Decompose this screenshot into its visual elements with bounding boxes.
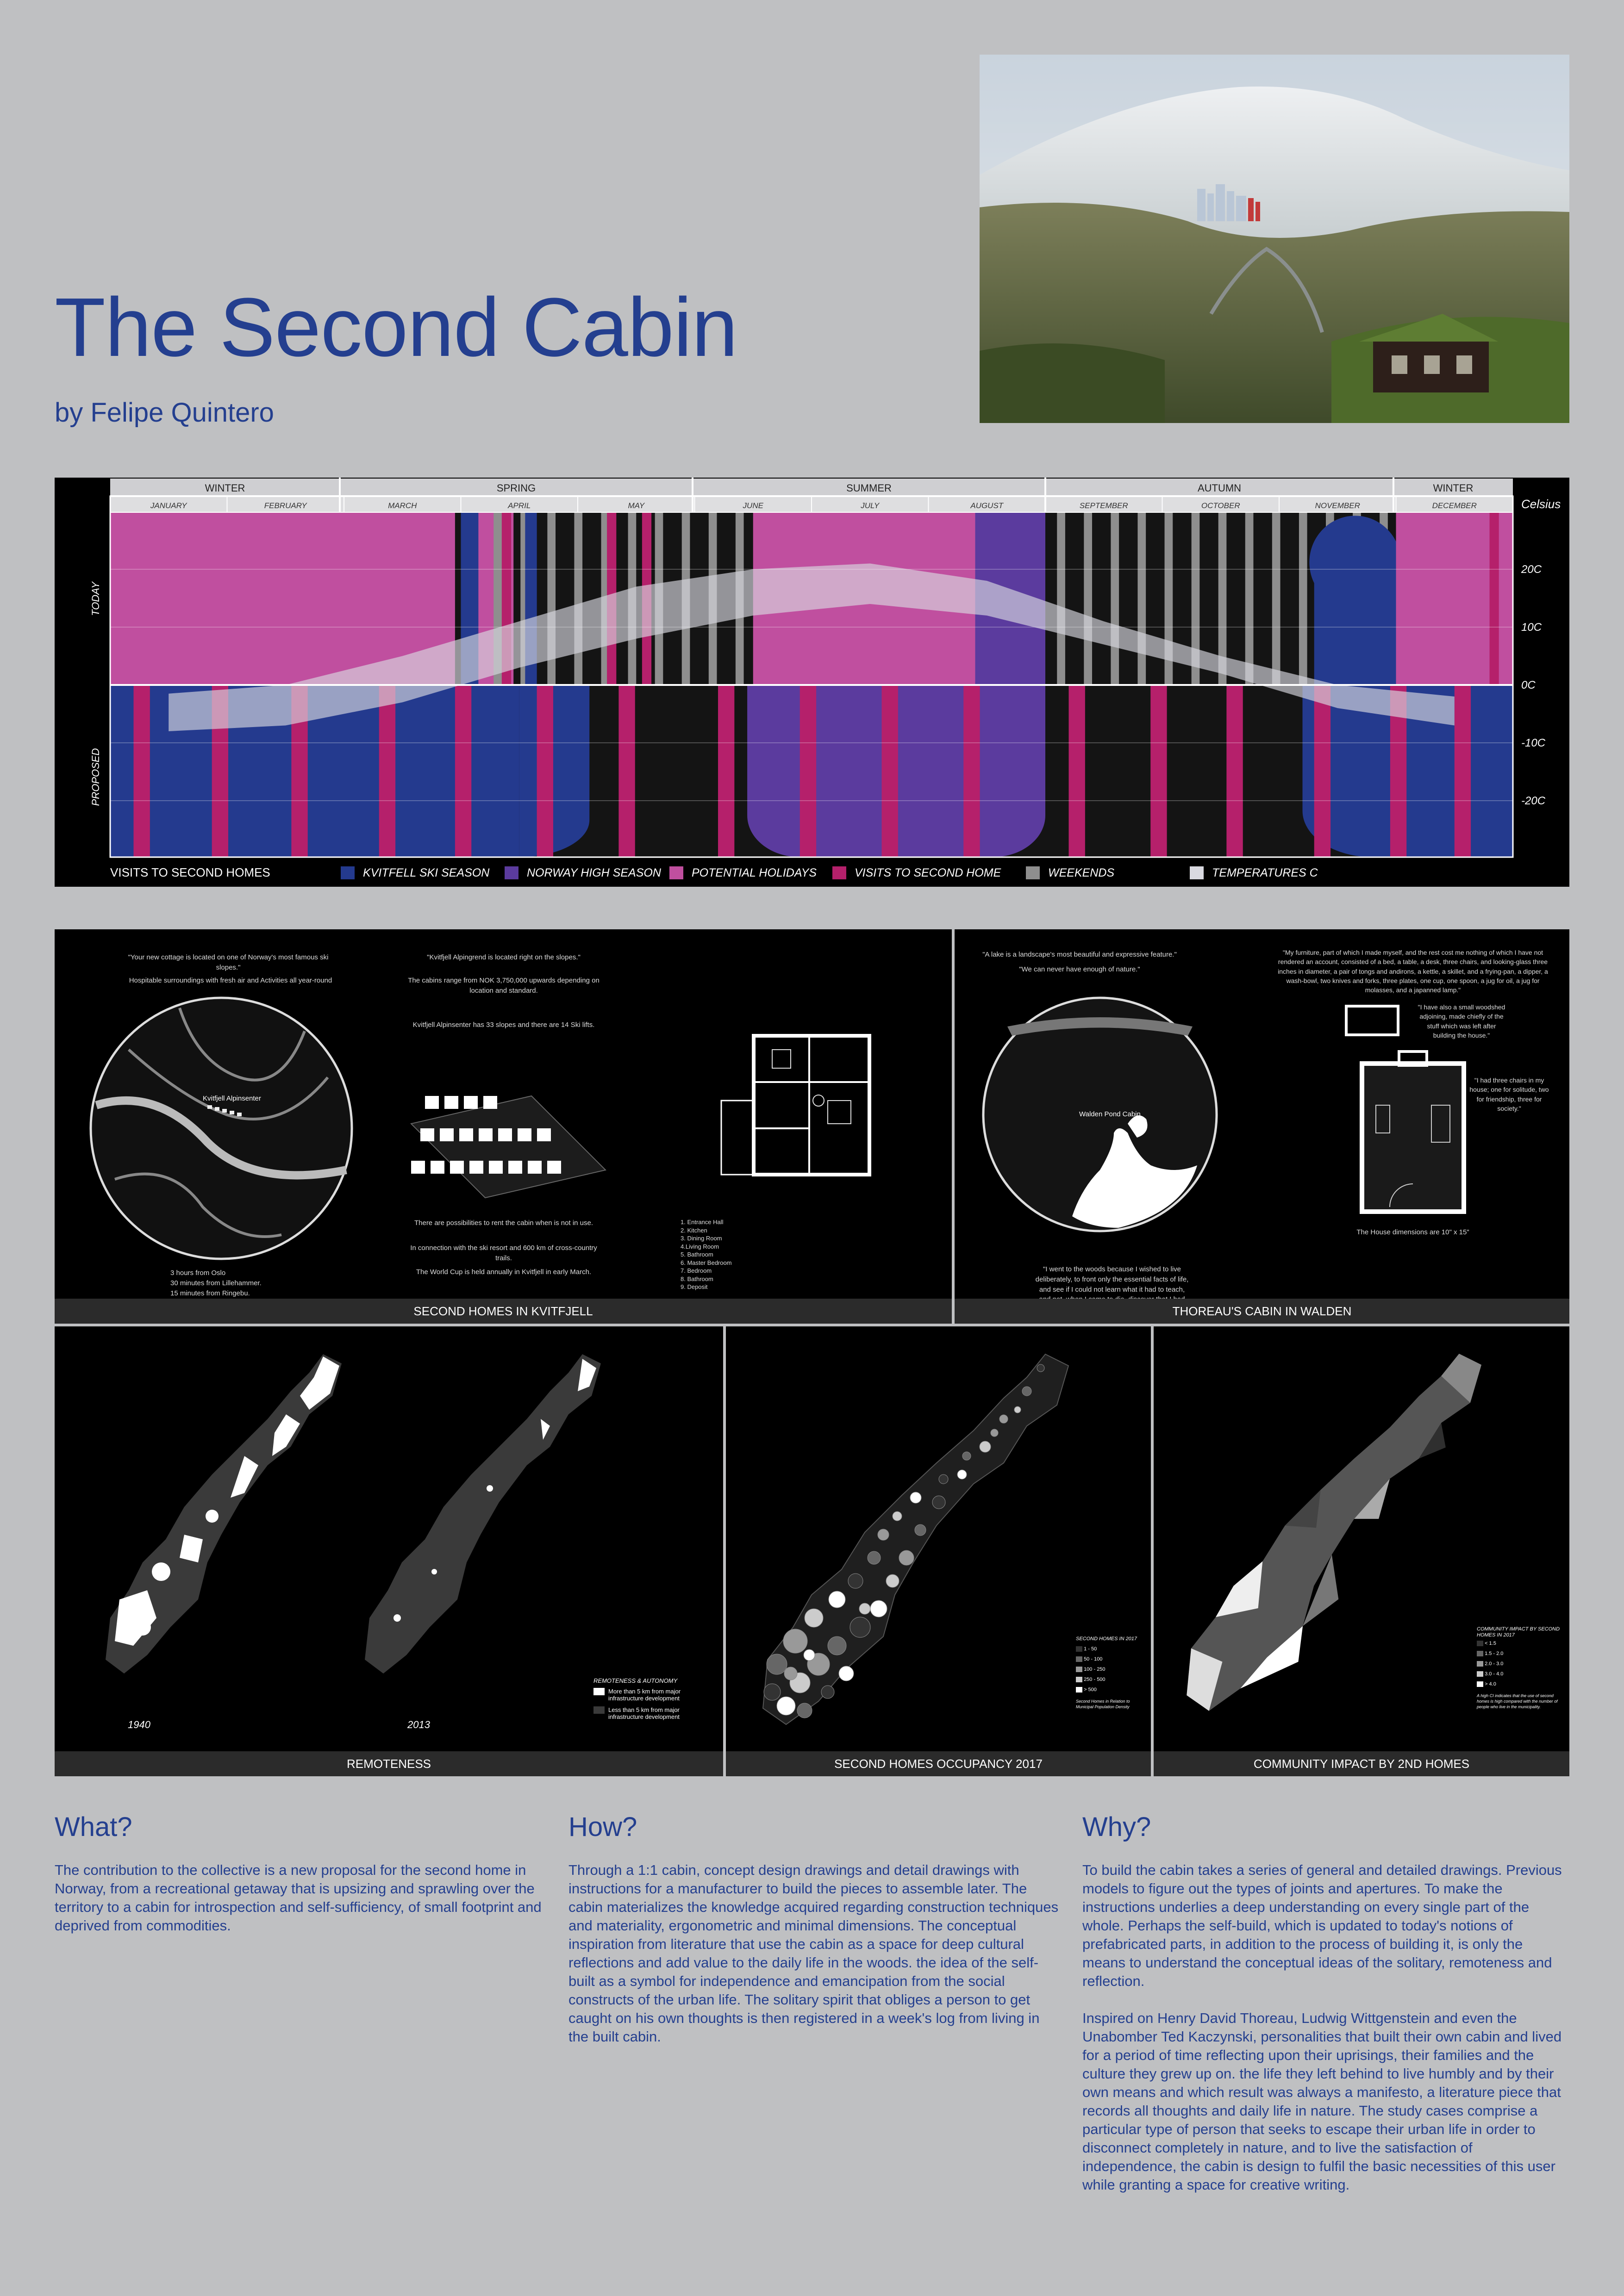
legend-item: < 1.5 — [1485, 1641, 1496, 1646]
legend-item: > 500 — [1084, 1687, 1097, 1692]
map-label: Kvitfjell Alpinsenter — [203, 1095, 261, 1102]
cabin-footprint — [547, 1161, 561, 1174]
month-label: DECEMBER — [1432, 501, 1477, 510]
visit-bar — [882, 685, 898, 857]
occupancy-dot — [962, 1452, 971, 1460]
visits-calendar-chart — [55, 478, 1569, 887]
cabin-footprint — [537, 1128, 551, 1141]
cabin-footprint — [431, 1161, 444, 1174]
furniture-quote: "My furniture, part of which I made myself, and the rest cost me nothing of which I have not rendered an account, consisted of a bed, a table, a desk, three chairs, and looking-glass three inches in diameter, a pair of tongs and andirons, a kettle, a skillet, and a frying-pan, a dipper, a wash-bowl, two knives and forks, three plates, one cup, one spoon, a jug for oil, a jug for molasses, and a japanned lamp." — [1278, 949, 1548, 994]
temperature-tick-label: 0C — [1521, 679, 1536, 691]
panel-footer: SECOND HOMES IN KVITFJELL — [55, 1299, 952, 1324]
occupancy-dot — [886, 1574, 899, 1587]
occupancy-dot — [804, 1649, 815, 1661]
legend-title: SECOND HOMES IN 2017 — [1076, 1636, 1137, 1642]
ski-season-bar — [1309, 516, 1396, 685]
legend-swatch — [341, 866, 355, 879]
legend-title: REMOTENESS & AUTONOMY — [593, 1677, 678, 1684]
visit-bar — [618, 685, 635, 857]
cabin-footprint — [411, 1161, 425, 1174]
cabin-footprint — [469, 1161, 483, 1174]
legend-item: 250 - 500 — [1084, 1677, 1106, 1682]
dims-text: The House dimensions are 10" x 15" — [1356, 1228, 1469, 1236]
season-label: WINTER — [205, 482, 245, 494]
season-label: SUMMER — [846, 482, 892, 494]
worldcup-text: The World Cup is held annually in Kvitfjell in early March. — [416, 1268, 592, 1276]
chairs-quote: "I had three chairs in my house; one for solitude, two for friendship, three for society." — [1469, 1076, 1549, 1112]
visit-bar — [718, 685, 734, 857]
visit-bar — [134, 685, 150, 857]
cabin-footprint — [459, 1128, 473, 1141]
weekend-bar — [1111, 513, 1119, 685]
woodshed-plan — [1344, 1004, 1400, 1037]
legend-item: POTENTIAL HOLIDAYS — [692, 866, 817, 879]
month-label: MARCH — [388, 501, 417, 510]
month-label: JANUARY — [150, 501, 187, 510]
section-paragraph: To build the cabin takes a series of general and detailed drawings. Previous models to figure out the types of joints and apertures. To make the instructions underlies a deep understanding on every single part of the whole. Perhaps the self-build, which is updated to today's notions of prefabricated parts, in addition to the process of building it, is only the means to understand the conceptual ideas of the solitary, remoteness and reflection. — [1082, 1862, 1562, 1989]
month-label: MAY — [628, 501, 645, 510]
section-paragraph: Through a 1:1 cabin, concept design drawings and detail drawings with instructions for a manufacturer to build the pieces to assemble later. The cabin materializes the knowledge acquired regarding construction techniques and materiality, ergonometric and minimal dimensions. The conceptual inspiration from literature that use the cabin as a space for deep cultural reflections and add value to the daily life in the woods. the idea of the self-built as a symbol for independence and emancipation from the social constructs of the urban life. The solitary spirit that obliges a person to get caught on his own thoughts is then registered in a week's log from living in the built cabin. — [568, 1862, 1059, 2045]
occupancy-dot — [932, 1496, 945, 1509]
map-legend — [593, 1677, 709, 1720]
panel-footer: COMMUNITY IMPACT BY 2ND HOMES — [1154, 1751, 1569, 1776]
visits-calendar-panel — [55, 478, 1569, 887]
kvitfjell-panel — [55, 929, 952, 1324]
visit-bar — [963, 685, 980, 857]
visit-bar — [379, 685, 395, 857]
room-item: 6. Master Bedroom — [681, 1259, 732, 1266]
temperature-tick-label: 20C — [1521, 563, 1542, 576]
occupancy-dot — [784, 1667, 797, 1680]
legend-swatch — [593, 1706, 605, 1714]
room-item: 1. Entrance Hall — [681, 1219, 724, 1226]
calendar-legend — [110, 865, 1318, 879]
occupancy-dot — [821, 1686, 834, 1699]
row-label-proposed: PROPOSED — [90, 748, 101, 806]
legend-item: NORWAY HIGH SEASON — [527, 866, 661, 879]
section-heading: What? — [55, 1812, 132, 1842]
occupancy-dot — [999, 1415, 1008, 1423]
season-label: SPRING — [496, 482, 536, 494]
visit-bar — [1490, 513, 1499, 685]
occupancy-dot — [829, 1591, 845, 1608]
visit-bar — [1150, 685, 1167, 857]
quote: Hospitable surroundings with fresh air and Activities all year-round — [129, 977, 332, 984]
legend-title: COMMUNITY IMPACT BY SECOND HOMES IN 2017 — [1477, 1626, 1560, 1638]
legend-item: VISITS TO SECOND HOME — [855, 866, 1001, 879]
temperature-tick-label: -10C — [1521, 737, 1546, 749]
trails-text: In connection with the ski resort and 600 km of cross-country trails. — [410, 1244, 597, 1262]
cabin-footprint — [508, 1161, 522, 1174]
legend-swatch — [1477, 1681, 1483, 1687]
legend-item: Less than 5 km from major infrastructure development — [608, 1706, 680, 1720]
temperature-tick-label: -20C — [1521, 795, 1546, 807]
occupancy-dot — [777, 1697, 795, 1715]
room-item: 4.Living Room — [681, 1243, 719, 1250]
legend-item: 1.5 - 2.0 — [1485, 1651, 1504, 1656]
price-text: The cabins range from NOK 3,750,000 upwards depending on location and standard. — [408, 977, 600, 995]
legend-item: KVITFELL SKI SEASON — [363, 866, 490, 879]
norway-map-2013 — [351, 1340, 610, 1701]
travel-line: 3 hours from Oslo — [170, 1269, 226, 1277]
walden-circle-map — [980, 994, 1220, 1235]
visit-bar — [1226, 685, 1243, 857]
legend-swatch — [669, 866, 683, 879]
occupancy-dot — [767, 1654, 787, 1674]
quote: "I went to the woods because I wished to live deliberately, to front only the essential facts of life, and see if I could not learn what it had to teach, — [1035, 1265, 1189, 1294]
norway-occupancy-map — [744, 1340, 1078, 1734]
season-label: WINTER — [1433, 482, 1474, 494]
occupancy-dot — [870, 1600, 887, 1617]
occupancy-dot — [764, 1684, 781, 1700]
season-label: AUTUMN — [1197, 482, 1242, 494]
cabin-footprint — [444, 1096, 458, 1109]
occupancy-dot — [839, 1666, 854, 1681]
occupancy-dot — [910, 1492, 921, 1503]
legend-item: 3.0 - 4.0 — [1485, 1671, 1504, 1677]
month-label: FEBRUARY — [264, 501, 307, 510]
legend-swatch — [1477, 1651, 1483, 1656]
room-item: 2. Kitchen — [681, 1226, 707, 1234]
occupancy-dot — [878, 1529, 889, 1540]
legend-swatch — [1076, 1687, 1082, 1692]
year-label: 2013 — [407, 1719, 430, 1730]
section-heading: How? — [568, 1812, 637, 1842]
travel-line: 30 minutes from Lillehammer. — [170, 1279, 262, 1287]
month-label: NOVEMBER — [1315, 501, 1360, 510]
cabin-footprint — [498, 1128, 512, 1141]
legend-swatch — [1076, 1667, 1082, 1672]
legend-title: VISITS TO SECOND HOMES — [110, 865, 270, 879]
section-why — [1082, 1811, 1569, 2209]
cabin-footprint — [528, 1161, 542, 1174]
room-item: 7. Bedroom — [681, 1267, 712, 1275]
occupancy-dot — [850, 1617, 870, 1637]
year-label: 1940 — [128, 1719, 150, 1730]
occupancy-dot — [1014, 1406, 1021, 1413]
legend-item: > 4.0 — [1485, 1681, 1496, 1687]
occupancy-dot — [868, 1551, 881, 1564]
month-label: APRIL — [508, 501, 531, 510]
norway-map-1940 — [92, 1340, 351, 1701]
cabin-footprint — [440, 1128, 454, 1141]
norway-community-map — [1168, 1340, 1492, 1720]
cabin-footprint — [450, 1161, 464, 1174]
row-label-today: TODAY — [90, 582, 101, 616]
room-item: 5. Bathroom — [681, 1251, 713, 1258]
month-label: JUNE — [743, 501, 763, 510]
visit-bar — [1455, 685, 1471, 857]
quote: "Your new cottage is located on one of Norway's most famous ski slopes." — [128, 953, 329, 971]
quote: "We can never have enough of nature." — [1019, 965, 1140, 973]
legend-item: WEEKENDS — [1048, 866, 1115, 879]
occupancy-dot — [893, 1512, 902, 1521]
walden-panel — [955, 929, 1569, 1324]
panel-footer: REMOTENESS — [55, 1751, 723, 1776]
cabin-footprint — [489, 1161, 503, 1174]
weekend-bar — [1084, 513, 1092, 685]
hero-landscape-image — [980, 55, 1569, 423]
occupancy-dot — [828, 1636, 846, 1655]
section-how — [568, 1811, 1059, 2060]
slopes-text: Kvitfjell Alpinsenter has 33 slopes and there are 14 Ski lifts. — [412, 1021, 595, 1029]
cabin-footprint — [479, 1128, 493, 1141]
occupancy-dot — [957, 1470, 967, 1479]
occupancy-dot — [991, 1429, 998, 1437]
legend-swatch — [1190, 866, 1204, 879]
panel-footer: SECOND HOMES OCCUPANCY 2017 — [726, 1751, 1151, 1776]
legend-note: Second Homes in Relation to Municipal Population Density — [1076, 1699, 1130, 1709]
section-heading: Why? — [1082, 1812, 1151, 1842]
month-label: SEPTEMBER — [1079, 501, 1128, 510]
ski-season-bar — [519, 685, 590, 857]
legend-item: TEMPERATURES C — [1212, 866, 1318, 879]
visit-bar — [800, 685, 816, 857]
month-label: JULY — [861, 501, 880, 510]
room-item: 9. Deposit — [681, 1283, 708, 1291]
legend-item: More than 5 km from major infrastructure development — [608, 1688, 681, 1702]
woodshed-quote: "I have also a small woodshed adjoining, made chiefly of the stuff which was left after building the house." — [1418, 1003, 1505, 1039]
legend-item: 2.0 - 3.0 — [1485, 1661, 1504, 1667]
cabin-footprint — [464, 1096, 478, 1109]
month-label: OCTOBER — [1201, 501, 1240, 510]
kvitfjell-floor-plan — [703, 1031, 897, 1188]
occupancy-dot — [797, 1703, 812, 1718]
cabin-footprint — [483, 1096, 497, 1109]
section-what — [55, 1811, 545, 1949]
legend-note: A high CI indicates that the use of second homes is high compared with the number of people who live in the municipality. — [1477, 1693, 1558, 1709]
weekend-bar — [1299, 513, 1307, 685]
room-list — [681, 1218, 773, 1291]
quote: "A lake is a landscape's most beautiful and expressive feature." — [982, 951, 1177, 958]
occupancy-dot — [848, 1574, 863, 1588]
community-panel — [1154, 1326, 1569, 1776]
legend-swatch — [1026, 866, 1040, 879]
kvitfjell-circle-map — [87, 994, 356, 1263]
kvitfjell-site-plan — [393, 1068, 624, 1207]
occupancy-dot — [939, 1475, 948, 1484]
page-title: The Second Cabin — [55, 281, 737, 374]
travel-line: 15 minutes from Ringebu. — [170, 1289, 250, 1297]
temperature-unit: Celsius — [1521, 497, 1561, 511]
temperature-tick-label: 10C — [1521, 621, 1542, 634]
occupancy-dot — [899, 1550, 914, 1565]
legend-item: 1 - 50 — [1084, 1646, 1097, 1652]
travel-times — [170, 1268, 309, 1298]
month-label: AUGUST — [970, 501, 1004, 510]
legend-swatch — [1076, 1656, 1082, 1662]
room-item: 8. Bathroom — [681, 1275, 713, 1282]
occupancy-dot — [980, 1441, 991, 1452]
visit-bar — [455, 685, 471, 857]
weekend-bar — [574, 513, 582, 685]
legend-swatch — [1076, 1646, 1082, 1652]
visit-bar — [1069, 685, 1085, 857]
section-paragraph: Inspired on Henry David Thoreau, Ludwig Wittgenstein and even the Unabomber Ted Kaczynski, personalities that built their own cabin and lived for a period of time reflecting upon their uprisings, their families and the culture they grew up on. the life they left behind to live humbly and by their own means and which result was always a manifesto, a literature piece that records all thoughts and daily life in nature. The study cases comprise a particular type of person that seeks to escape their urban life in order to disconnect completely in nature, and to live the satisfaction of independence, the cabin is design to fulfil the basic necessities of this user while granting a space for creative writing. — [1082, 2010, 1562, 2193]
walden-cabin-plan — [1357, 1050, 1468, 1216]
quote: "Kvitfjell Alpingrend is located right on the slopes." — [427, 953, 581, 961]
visit-bar — [1314, 685, 1330, 857]
cabin-footprint — [420, 1128, 434, 1141]
legend-item: 100 - 250 — [1084, 1667, 1106, 1672]
map-label: Walden Pond Cabin — [1079, 1110, 1141, 1118]
cabin-footprint — [518, 1128, 531, 1141]
cabin-footprint — [425, 1096, 439, 1109]
occupancy-dot — [915, 1524, 926, 1536]
visit-bar — [537, 685, 553, 857]
legend-swatch — [1477, 1641, 1483, 1646]
remoteness-panel — [55, 1326, 723, 1776]
map-legend — [1076, 1634, 1145, 1710]
weekend-bar — [1245, 513, 1254, 685]
occupancy-dot — [859, 1603, 870, 1614]
legend-swatch — [593, 1688, 605, 1695]
legend-swatch — [1477, 1661, 1483, 1667]
legend-swatch — [1477, 1671, 1483, 1677]
weekend-bar — [1272, 513, 1280, 685]
occupancy-dot — [1022, 1387, 1031, 1396]
room-item: 3. Dining Room — [681, 1235, 722, 1242]
weekend-bar — [1137, 513, 1146, 685]
occupancy-dot — [1037, 1364, 1044, 1372]
author-byline: by Felipe Quintero — [55, 398, 274, 428]
panel-footer: THOREAU'S CABIN IN WALDEN — [955, 1299, 1569, 1324]
map-legend — [1477, 1626, 1560, 1710]
legend-swatch — [832, 866, 846, 879]
legend-item: 50 - 100 — [1084, 1656, 1103, 1662]
occupancy-dot — [783, 1629, 807, 1653]
legend-swatch — [1076, 1677, 1082, 1682]
legend-swatch — [505, 866, 518, 879]
weekend-bar — [1057, 513, 1065, 685]
occupancy-panel — [726, 1326, 1151, 1776]
section-paragraph: The contribution to the collective is a new proposal for the second home in Norway, from a recreational getaway that is upsizing and sprawling over the territory to a cabin for introspection and self-sufficiency, of small footprint and deprived from commodities. — [55, 1862, 542, 1934]
occupancy-dot — [805, 1609, 823, 1627]
rent-text: There are possibilities to rent the cabin when is not in use. — [414, 1219, 593, 1227]
